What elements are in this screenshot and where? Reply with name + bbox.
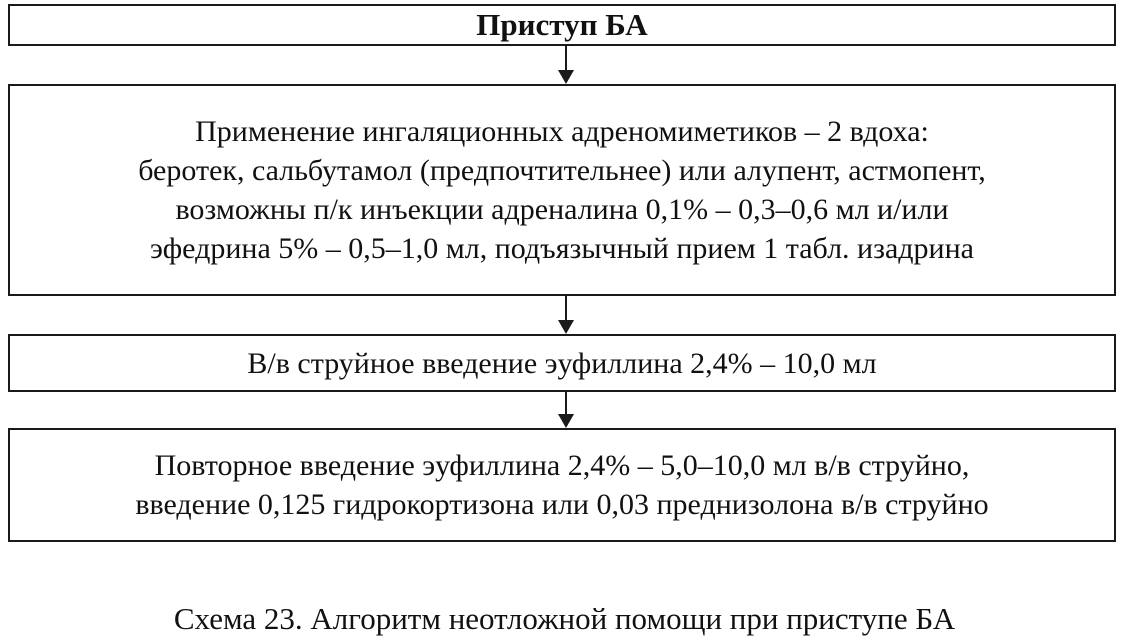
- box-text-line: эфедрина 5% – 0,5–1,0 мл, подъязычный прием 1 табл. изадрина: [150, 232, 974, 265]
- flowchart-box-repeat: [8, 428, 1116, 542]
- box-title: Приступ БА: [476, 7, 648, 42]
- box-text-line: введение 0,125 гидрокортизона или 0,03 преднизолона в/в струйно: [135, 488, 989, 521]
- flowchart-box-attack: [8, 4, 1116, 46]
- flowchart-box-inhalation: [8, 84, 1116, 296]
- box-text-line: беротек, сальбутамол (предпочтительнее) или алупент, астмопент,: [138, 154, 986, 187]
- arrow-down-icon: [561, 392, 571, 428]
- box-text-line: Повторное введение эуфиллина 2,4% – 5,0–10,0 мл в/в струйно,: [154, 449, 970, 482]
- arrow-down-icon: [561, 296, 571, 334]
- box-text-line: возможны п/к инъекции адреналина 0,1% – 0,3–0,6 мл и/или: [175, 193, 949, 226]
- box-text-line: В/в струйное введение эуфиллина 2,4% – 10,0 мл: [247, 346, 877, 380]
- figure-caption: Схема 23. Алгоритм неотложной помощи при приступе БА: [173, 601, 956, 636]
- arrow-down-icon: [561, 46, 571, 84]
- flowchart-box-euphylline: [8, 334, 1116, 392]
- box-text-line: Применение ингаляционных адреномиметиков – 2 вдоха:: [195, 115, 929, 148]
